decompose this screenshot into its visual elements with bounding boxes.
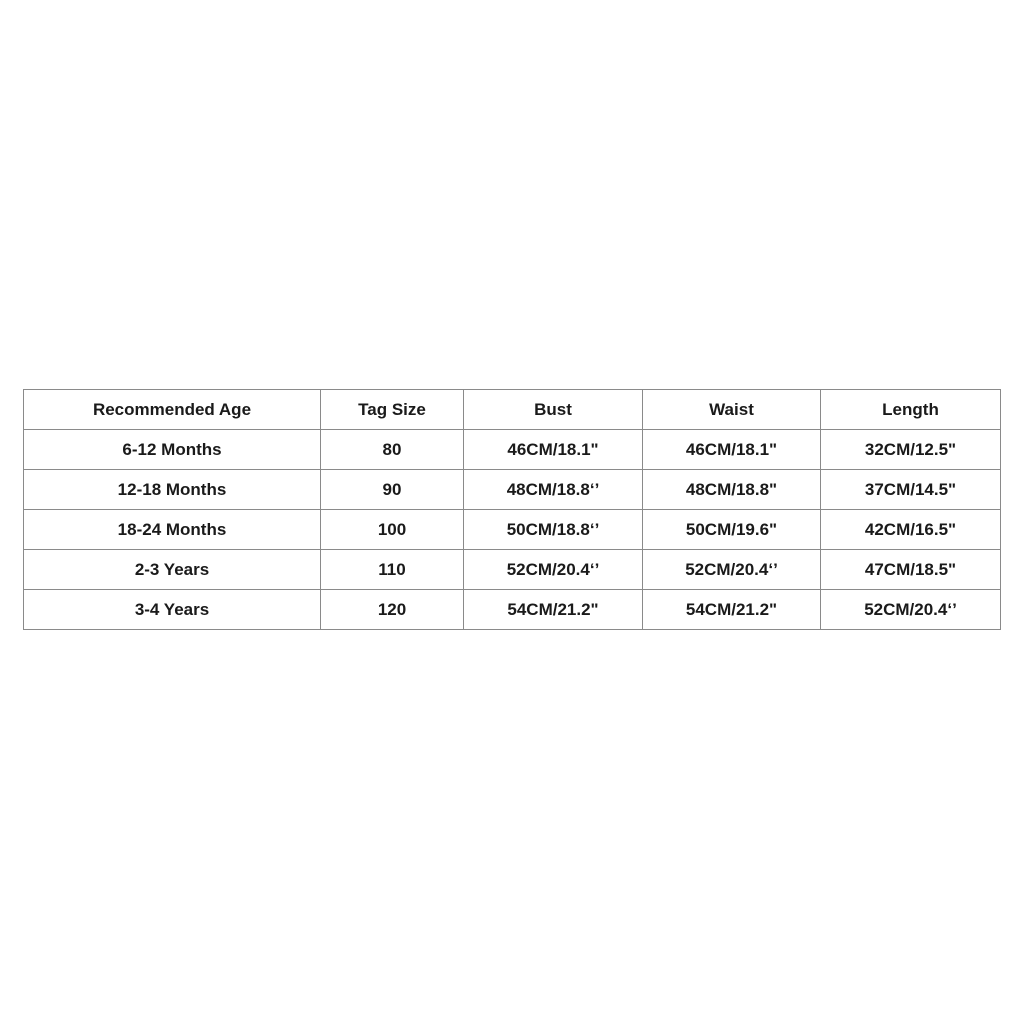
size-chart-table — [23, 389, 1001, 630]
table-row — [24, 550, 1001, 590]
cell-length: 37CM/14.5" — [821, 470, 1001, 510]
cell-length: 52CM/20.4‘’ — [821, 590, 1001, 630]
table-row — [24, 470, 1001, 510]
cell-tag-size: 120 — [321, 590, 464, 630]
header-tag-size: Tag Size — [321, 390, 464, 430]
cell-age: 18-24 Months — [24, 510, 321, 550]
cell-tag-size: 110 — [321, 550, 464, 590]
cell-waist: 50CM/19.6" — [643, 510, 821, 550]
cell-waist: 52CM/20.4‘’ — [643, 550, 821, 590]
header-bust: Bust — [464, 390, 643, 430]
cell-waist: 54CM/21.2" — [643, 590, 821, 630]
cell-bust: 48CM/18.8‘’ — [464, 470, 643, 510]
cell-bust: 54CM/21.2" — [464, 590, 643, 630]
cell-length: 47CM/18.5" — [821, 550, 1001, 590]
cell-bust: 46CM/18.1" — [464, 430, 643, 470]
cell-age: 2-3 Years — [24, 550, 321, 590]
table-row — [24, 590, 1001, 630]
cell-waist: 46CM/18.1" — [643, 430, 821, 470]
cell-age: 6-12 Months — [24, 430, 321, 470]
table-row — [24, 510, 1001, 550]
header-waist: Waist — [643, 390, 821, 430]
cell-tag-size: 80 — [321, 430, 464, 470]
cell-waist: 48CM/18.8" — [643, 470, 821, 510]
cell-tag-size: 90 — [321, 470, 464, 510]
header-recommended-age: Recommended Age — [24, 390, 321, 430]
cell-bust: 50CM/18.8‘’ — [464, 510, 643, 550]
cell-length: 42CM/16.5" — [821, 510, 1001, 550]
cell-bust: 52CM/20.4‘’ — [464, 550, 643, 590]
table-header-row — [24, 390, 1001, 430]
cell-length: 32CM/12.5" — [821, 430, 1001, 470]
header-length: Length — [821, 390, 1001, 430]
cell-age: 3-4 Years — [24, 590, 321, 630]
cell-tag-size: 100 — [321, 510, 464, 550]
cell-age: 12-18 Months — [24, 470, 321, 510]
table-row — [24, 430, 1001, 470]
